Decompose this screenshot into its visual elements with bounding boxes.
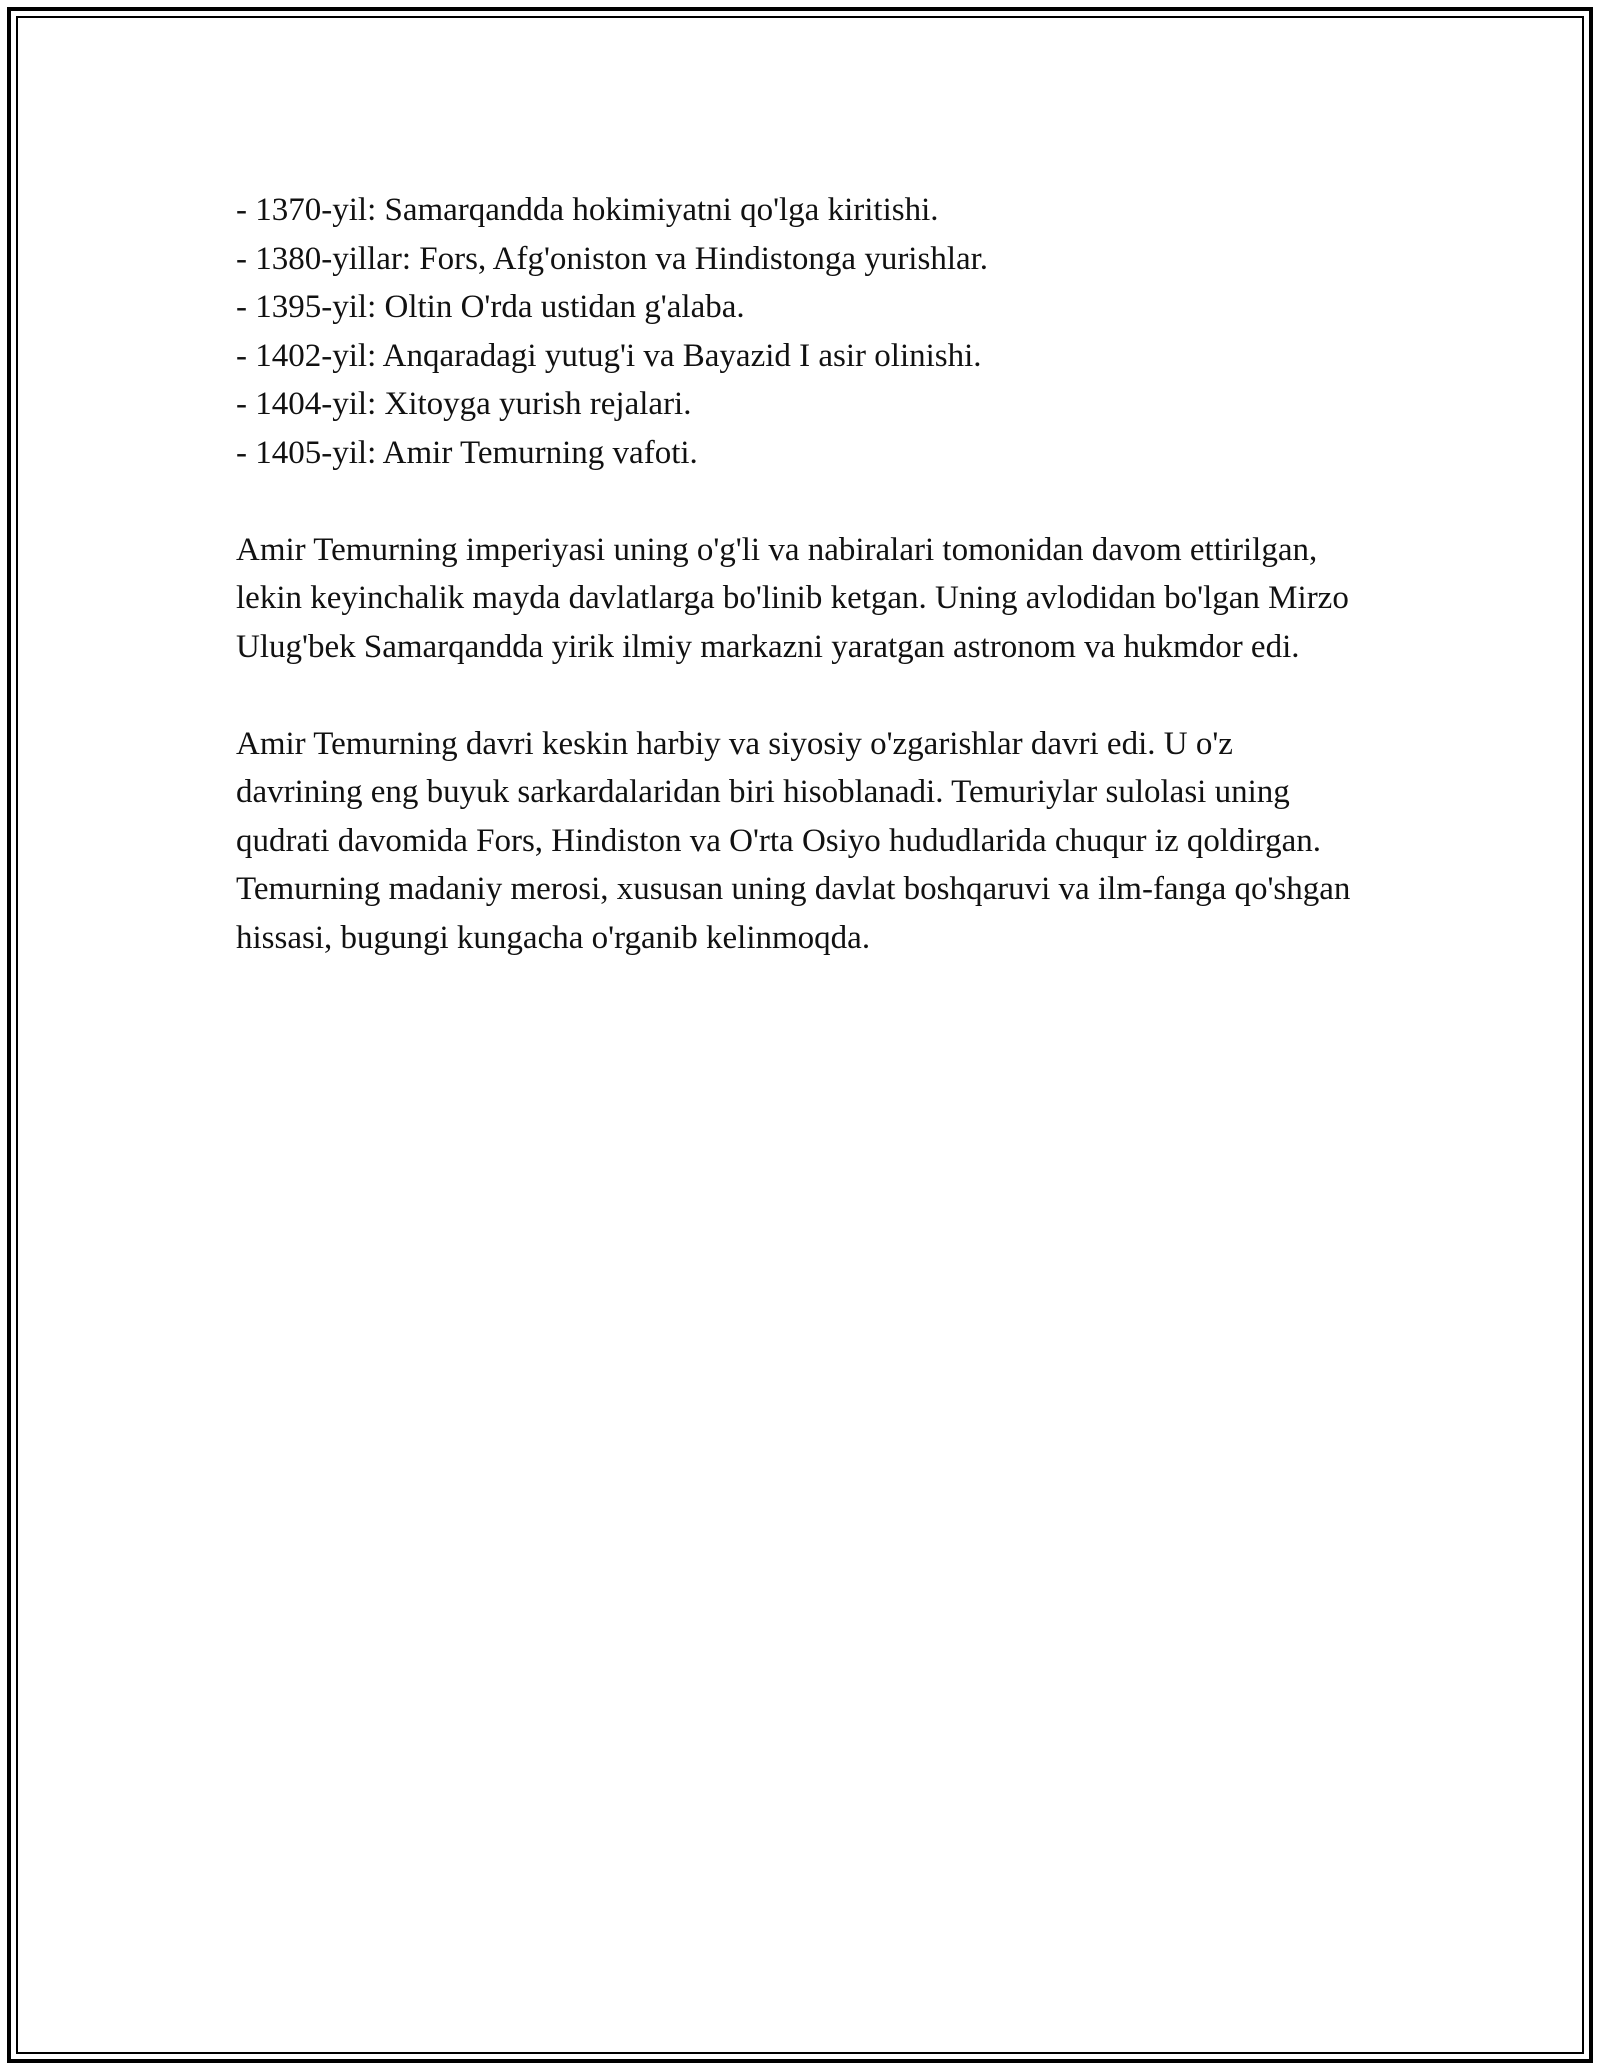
timeline-list — [236, 186, 1366, 477]
timeline-item: - 1395-yil: Oltin O'rda ustidan g'alaba. — [236, 289, 745, 325]
timeline-item: - 1402-yil: Anqaradagi yutug'i va Bayazid I asir olinishi. — [236, 337, 982, 374]
paragraph-empire-legacy: Amir Temurning imperiyasi uning o'g'li va nabiralari tomonidan davom ettirilgan, lekin keyinchalik mayda davlatlarga bo'linib ketgan. Uning avlodidan bo'lgan Mirzo Ulug'bek Samarqandda yirik ilmiy markazni yaratgan astronom va hukmdor edi. — [236, 531, 1349, 665]
timeline-item: - 1370-yil: Samarqandda hokimiyatni qo'lga kiritishi. — [236, 192, 939, 228]
timeline-item: - 1404-yil: Xitoyga yurish rejalari. — [236, 386, 692, 422]
timeline-item: - 1405-yil: Amir Temurning vafoti. — [236, 434, 698, 471]
document-body — [236, 186, 1366, 962]
paragraph-era-summary: Amir Temurning davri keskin harbiy va siyosiy o'zgarishlar davri edi. U o'z davrining eng buyuk sarkardalaridan biri hisoblanadi. Temuriylar sulolasi uning qudrati davomida Fors, Hindiston va O'rta Osiyo hududlarida chuqur iz qoldirgan. Temurning madaniy merosi, xususan uning davlat boshqaruvi va ilm-fanga qo'shgan hissasi, bugungi kungacha o'rganib kelinmoqda. — [236, 725, 1351, 956]
timeline-item: - 1380-yillar: Fors, Afg'oniston va Hindistonga yurishlar. — [236, 240, 989, 277]
